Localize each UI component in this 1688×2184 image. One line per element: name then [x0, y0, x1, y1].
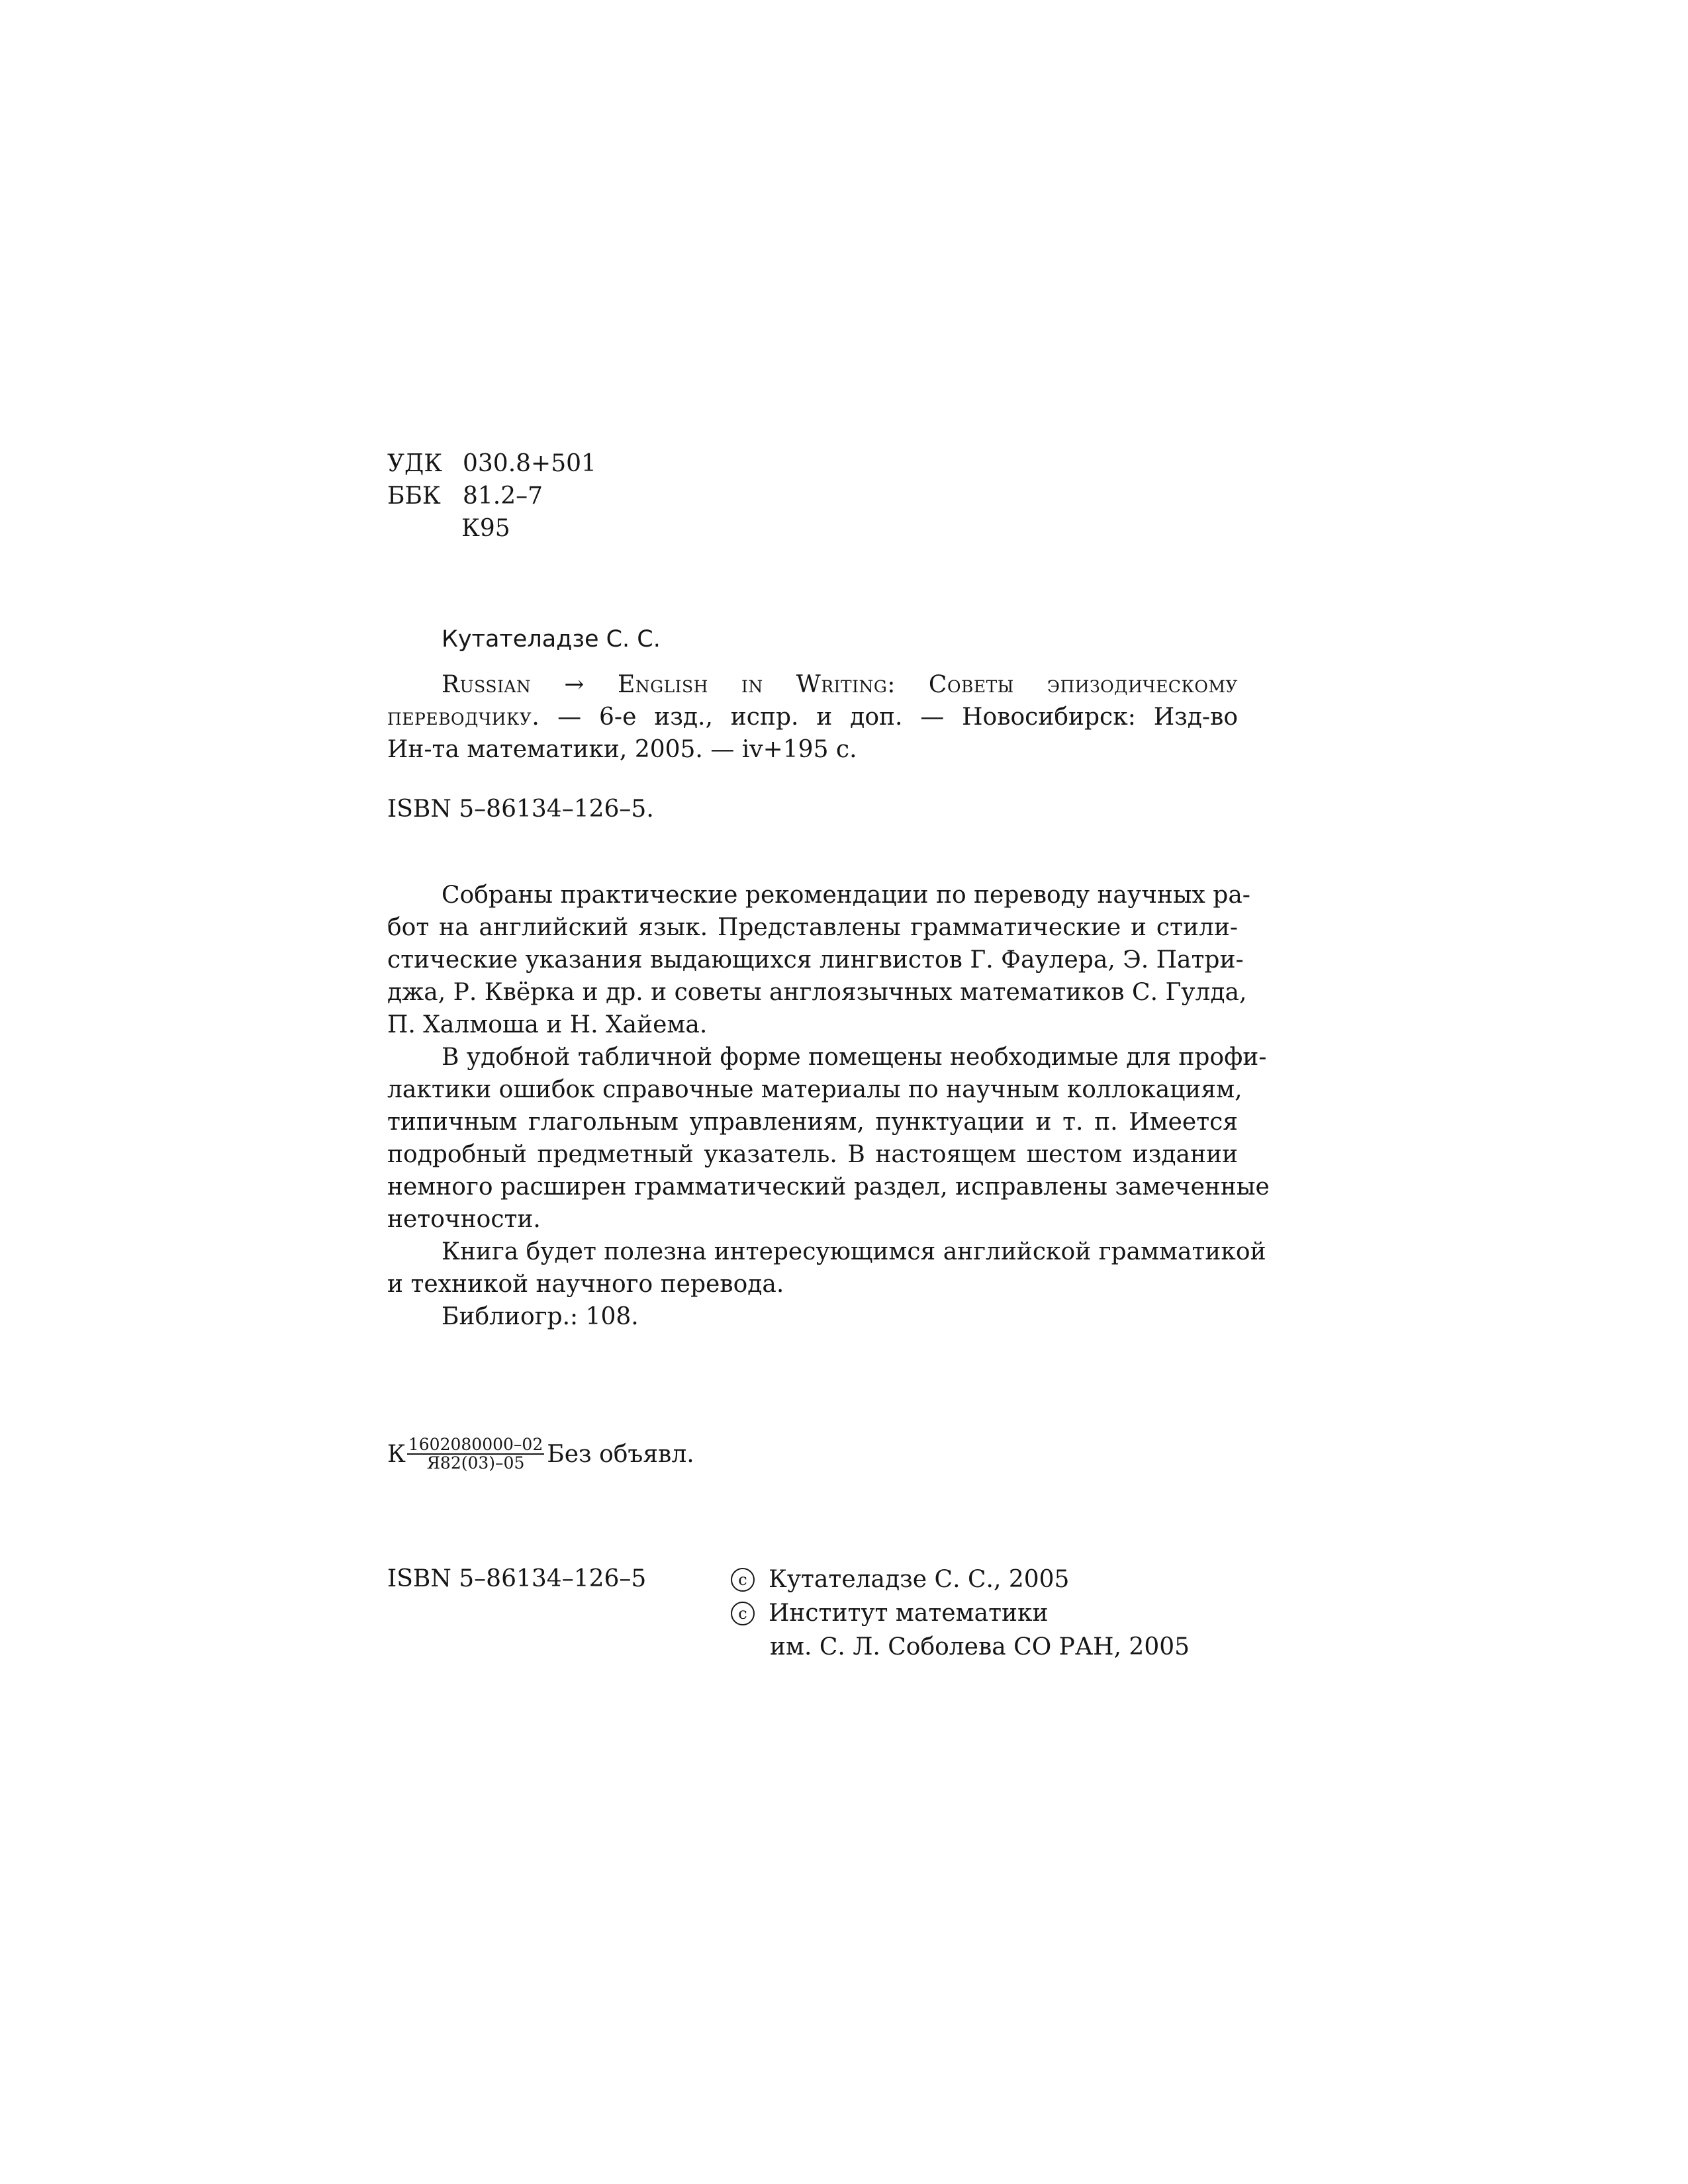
abstract [387, 879, 1270, 1333]
copyright-block [731, 1563, 1190, 1664]
price-note: Без объявл. [547, 1440, 694, 1468]
catalog-index [387, 1436, 694, 1472]
book-title-end: переводчику. [387, 704, 540, 731]
edition-publisher: — 6-е изд., испр. и доп. — Новосибирск: Изд-во [539, 704, 1238, 731]
catalog-denominator: Я82(03)–05 [426, 1453, 525, 1473]
abstract-line: Собраны практические рекомендации по переводу научных ра- [442, 882, 1250, 909]
udk-label: УДК [387, 450, 443, 477]
bbk-row [387, 480, 596, 512]
catalog-numerator: 1602080000–02 [408, 1435, 543, 1454]
book-title: Russian → English in Writing: Советы эпизодическому [442, 671, 1238, 698]
bbk-value: 81.2–7 [463, 482, 543, 510]
copyright-institute-text: Институт математики [769, 1600, 1049, 1627]
copyright-author [731, 1563, 1190, 1596]
title-line [387, 668, 1238, 701]
author-mark: К95 [461, 515, 510, 542]
copyright-institute [731, 1596, 1190, 1630]
abstract-line: джа, Р. Квёрка и др. и советы англоязычных математиков С. Гулда, [387, 979, 1247, 1006]
abstract-line: неточности. [387, 1206, 541, 1233]
abstract-line: лактики ошибок справочные материалы по научным коллокациям, [387, 1076, 1243, 1103]
copyright-author-text: Кутателадзе С. С., 2005 [769, 1566, 1070, 1593]
abstract-line: В удобной табличной форме помещены необходимые для профи- [442, 1044, 1267, 1071]
bbk-label: ББК [387, 482, 441, 510]
footer-isbn: ISBN 5–86134–126–5 [387, 1565, 647, 1592]
copyright-icon: c [731, 1568, 755, 1592]
abstract-line: П. Халмоша и Н. Хайема. [387, 1011, 708, 1038]
udk-value: 030.8+501 [463, 450, 596, 477]
bibliographic-record [387, 668, 1238, 766]
copyright-icon: c [731, 1602, 755, 1625]
bib-line-3: Ин-та математики, 2005. — iv+195 с. [387, 736, 857, 763]
isbn-record: ISBN 5–86134–126–5. [387, 796, 654, 823]
abstract-line: и техникой научного перевода. [387, 1271, 784, 1298]
abstract-line: немного расширен грамматический раздел, исправлены замеченные [387, 1173, 1270, 1201]
abstract-line: бот на английский язык. Представлены грамматические и стили- [387, 914, 1238, 941]
abstract-line: типичным глагольным управлениям, пунктуации и т. п. Имеется [387, 1109, 1238, 1136]
catalog-prefix: К [387, 1440, 406, 1468]
copyright-institute-cont: им. С. Л. Соболева СО РАН, 2005 [770, 1633, 1190, 1661]
bibliography-count: Библиогр.: 108. [442, 1303, 639, 1330]
classification-codes [387, 447, 596, 545]
bib-line-2 [387, 701, 1238, 733]
abstract-line: стические указания выдающихся лингвистов Г. Фаулера, Э. Патри- [387, 946, 1244, 974]
author-name: Кутателадзе С. С. [442, 626, 661, 653]
udk-row [387, 447, 596, 480]
catalog-fraction [407, 1436, 544, 1472]
abstract-line: подробный предметный указатель. В настоящем шестом издании [387, 1141, 1238, 1168]
abstract-line: Книга будет полезна интересующимся английской грамматикой [442, 1238, 1266, 1265]
